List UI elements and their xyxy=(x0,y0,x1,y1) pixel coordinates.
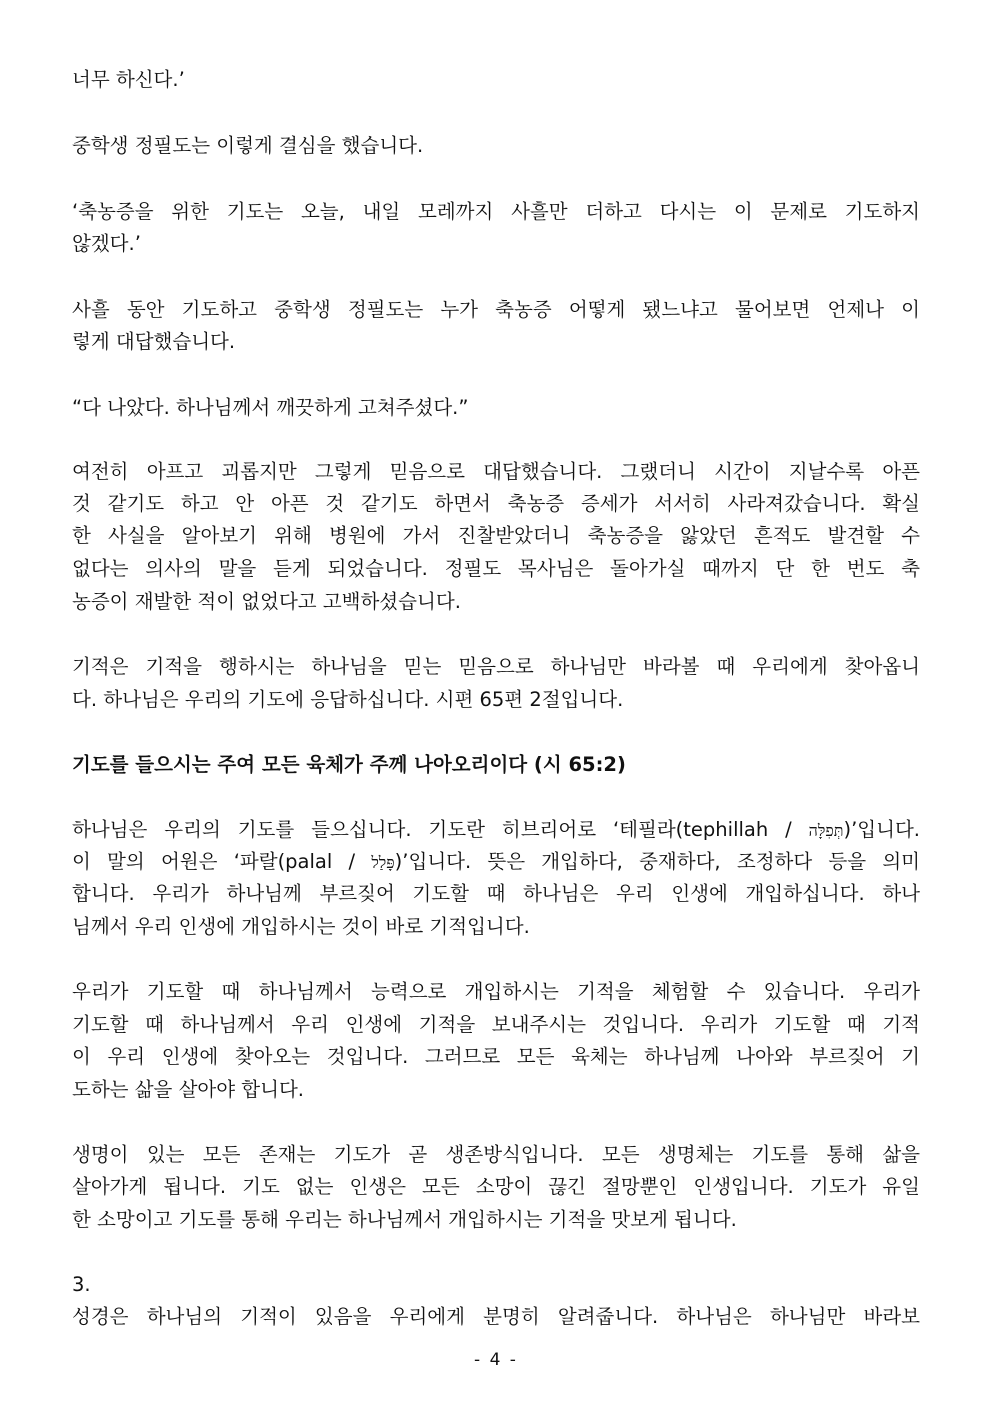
text-line: 도하는 삶을 살아야 합니다. xyxy=(72,1078,305,1101)
scripture-heading: 기도를 들으시는 주여 모든 육체가 주께 나아오리이다 (시 65:2) xyxy=(72,753,626,776)
text-line: 않겠다.’ xyxy=(72,232,141,255)
text-line: 한 소망이고 기도를 통해 우리는 하나님께서 개입하시는 기적을 맛보게 됩니다. xyxy=(72,1208,737,1231)
text-line: 님께서 우리 인생에 개입하시는 것이 바로 기적입니다. xyxy=(72,915,530,938)
text-line: 농증이 재발한 적이 없었다고 고백하셨습니다. xyxy=(72,590,461,613)
text-line: 성경은 하나님의 기적이 있음을 우리에게 분명히 알려줍니다. 하나님은 하나님만 바라보 xyxy=(72,1305,920,1328)
text-segment: )’입니다. 뜻은 개입하다, 중재하다, 조정하다 등을 의미 xyxy=(394,850,920,873)
section-number: 3. xyxy=(72,1273,91,1296)
text-line: 렇게 대답했습니다. xyxy=(72,330,236,353)
text-line: “다 나았다. 하나님께서 깨끗하게 고쳐주셨다.” xyxy=(72,396,469,419)
text-line: 중학생 정필도는 이렇게 결심을 했습니다. xyxy=(72,134,424,157)
text-line: 여전히 아프고 괴롭지만 그렇게 믿음으로 대답했습니다. 그랬더니 시간이 지날수록 아픈 xyxy=(72,460,920,483)
text-line: 기적은 기적을 행하시는 하나님을 믿는 믿음으로 하나님만 바라볼 때 우리에게 찾아옵니 xyxy=(72,655,920,678)
text-line: 살아가게 됩니다. 기도 없는 인생은 모든 소망이 끊긴 절망뿐인 인생입니다. 기도가 유일 xyxy=(72,1175,920,1198)
text-line: 기도할 때 하나님께서 우리 인생에 기적을 보내주시는 것입니다. 우리가 기도할 때 기적 xyxy=(72,1013,920,1036)
text-line: 생명이 있는 모든 존재는 기도가 곧 생존방식입니다. 모든 생명체는 기도를 통해 삶을 xyxy=(72,1143,920,1166)
text-segment: )’입니다. xyxy=(843,818,920,841)
text-line: 합니다. 우리가 하나님께 부르짖어 기도할 때 하나님은 우리 인생에 개입하십니다. 하나 xyxy=(72,882,920,905)
text-line: 이 우리 인생에 찾아오는 것입니다. 그러므로 모든 육체는 하나님께 나아와 부르짖어 기 xyxy=(72,1045,920,1068)
text-line: 없다는 의사의 말을 듣게 되었습니다. 정필도 목사님은 돌아가실 때까지 단 한 번도 축 xyxy=(72,557,920,580)
page-number: - 4 - xyxy=(474,1350,518,1370)
text-line: 사흘 동안 기도하고 중학생 정필도는 누가 축농증 어떻게 됐느냐고 물어보면 언제나 이 xyxy=(72,298,920,321)
text-line: 다. 하나님은 우리의 기도에 응답하십니다. 시편 65편 2절입니다. xyxy=(72,688,624,711)
text-line: 너무 하신다.’ xyxy=(72,68,185,91)
text-segment: 이 말의 어원은 ‘파랄(palal / xyxy=(72,850,372,873)
hebrew-word: תְּפִלָּה xyxy=(808,821,844,840)
text-line: 우리가 기도할 때 하나님께서 능력으로 개입하시는 기적을 체험할 수 있습니다. 우리가 xyxy=(72,980,920,1003)
text-segment: 하나님은 우리의 기도를 들으십니다. 기도란 히브리어로 ‘테필라(tephillah / xyxy=(72,818,809,841)
text-line: 한 사실을 알아보기 위해 병원에 가서 진찰받았더니 축농증을 앓았던 흔적도 발견할 수 xyxy=(72,524,920,547)
hebrew-word: פָּלַל xyxy=(371,853,395,872)
text-line: 것 같기도 하고 안 아픈 것 같기도 하면서 축농증 증세가 서서히 사라져갔습니다. 확실 xyxy=(72,492,920,515)
text-line: ‘축농증을 위한 기도는 오늘, 내일 모레까지 사흘만 더하고 다시는 이 문제로 기도하지 xyxy=(72,200,920,223)
text-line-hebrew xyxy=(72,848,920,876)
text-line-hebrew xyxy=(72,816,920,844)
